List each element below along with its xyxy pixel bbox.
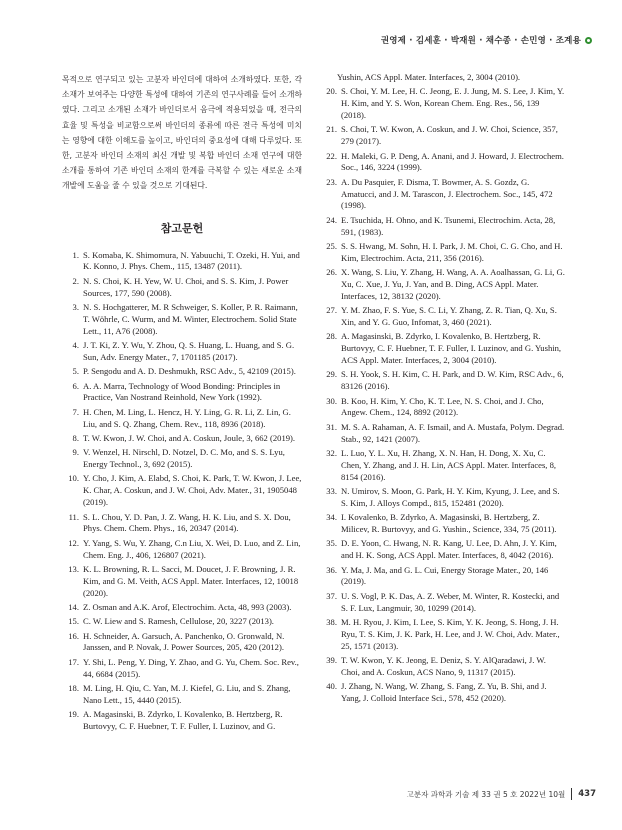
reference-number: 24. xyxy=(326,214,337,225)
reference-item xyxy=(62,616,302,628)
reference-text: K. L. Browning, R. L. Sacci, M. Doucet, J. F. Browning, J. R. Kim, and G. M. Veith, ACS Appl. Mater. Interfaces, 12, 10018 (2020). xyxy=(83,563,299,598)
reference-number: 1. xyxy=(72,249,79,260)
reference-number: 16. xyxy=(68,630,79,641)
reference-text: A. A. Marra, Technology of Wood Bonding: Principles in Practice, Van Nostrand Reinhold, New York (1992). xyxy=(83,380,281,403)
reference-item xyxy=(62,276,302,300)
reference-text: B. Koo, H. Kim, Y. Cho, K. T. Lee, N. S. Choi, and J. Cho, Angew. Chem., 124, 8892 (2012). xyxy=(341,395,544,418)
reference-text: P. Sengodu and A. D. Deshmukh, RSC Adv., 5, 42109 (2015). xyxy=(83,366,296,377)
reference-text: M. Ling, H. Qiu, C. Yan, M. J. Kiefel, G. Liu, and S. Zhang, Nano Lett., 15, 4440 (2015). xyxy=(83,682,291,705)
reference-number: 21. xyxy=(326,124,337,135)
reference-item xyxy=(62,381,302,405)
reference-number: 3. xyxy=(72,302,79,312)
reference-text: M. S. A. Rahaman, A. F. Ismail, and A. Mustafa, Polym. Degrad. Stab., 92, 1421 (2007). xyxy=(341,421,565,444)
reference-item xyxy=(62,538,302,562)
reference-number: 37. xyxy=(326,590,337,601)
footer-divider xyxy=(571,788,572,800)
reference-text: X. Wang, S. Liu, Y. Zhang, H. Wang, A. A. Aoalhassan, G. Li, G. Xu, C. Xue, J. Yu, J. Yan, and B. Ding, ACS Appl. Mater. Interfaces, 12, 38132 (2020). xyxy=(341,267,565,301)
reference-number: 7. xyxy=(72,406,79,417)
reference-number: 4. xyxy=(72,340,79,351)
reference-number: 10. xyxy=(68,473,79,484)
reference-item xyxy=(320,331,565,367)
reference-item xyxy=(320,151,565,175)
reference-number: 39. xyxy=(326,654,337,665)
reference-text: S. Choi, Y. M. Lee, H. C. Jeong, E. J. Jung, M. S. Lee, J. Kim, Y. H. Kim, and Y. S. Won, Korean Chem. Eng. Res., 56, 139 (2018). xyxy=(341,86,565,121)
reference-text: H. Maleki, G. P. Deng, A. Anani, and J. Howard, J. Electrochem. Soc., 146, 3224 (1999). xyxy=(341,150,564,173)
reference-text: S. Komaba, K. Shimomura, N. Yabuuchi, T. Ozeki, H. Yui, and K. Konno, J. Phys. Chem., 115, 13487 (2011). xyxy=(83,249,300,272)
reference-text: H. Schneider, A. Garsuch, A. Panchenko, O. Gronwald, N. Janssen, and P. Novak, J. Power Sources, 205, 420 (2012). xyxy=(83,630,285,653)
reference-number: 13. xyxy=(68,563,79,574)
reference-text: M. H. Ryou, J. Kim, I. Lee, S. Kim, Y. K. Jeong, S. Hong, J. H. Ryu, T. S. Kim, J. K. Park, H. Lee, and J. W. Choi, Adv. Mater., 25, 1571 (2013). xyxy=(341,616,560,651)
reference-continuation xyxy=(320,72,565,84)
reference-text: Z. Osman and A.K. Arof, Electrochim. Acta, 48, 993 (2003). xyxy=(83,601,292,612)
reference-text: Y. Yang, S. Wu, Y. Zhang, C.n Liu, X. Wei, D. Luo, and Z. Lin, Chem. Eng. J., 406, 126807 (2021). xyxy=(83,537,301,560)
reference-item xyxy=(62,631,302,655)
reference-number: 23. xyxy=(326,176,337,187)
reference-text: T. W. Kwon, J. W. Choi, and A. Coskun, Joule, 3, 662 (2019). xyxy=(83,432,296,443)
references-title: 참고문헌 xyxy=(160,221,204,235)
reference-item xyxy=(62,407,302,431)
reference-text: C. W. Liew and S. Ramesh, Cellulose, 20, 3227 (2013). xyxy=(83,616,274,627)
reference-text: V. Wenzel, H. Nirschl, D. Notzel, D. C. Mo, and S. S. Lyu, Energy Technol., 3, 692 (2015). xyxy=(83,447,285,470)
reference-item xyxy=(62,447,302,471)
reference-item xyxy=(320,617,565,653)
reference-text: S. H. Yook, S. H. Kim, C. H. Park, and D. W. Kim, RSC Adv., 6, 83126 (2016). xyxy=(341,369,564,392)
reference-number: 12. xyxy=(68,537,79,548)
reference-item xyxy=(62,602,302,614)
reference-item xyxy=(62,302,302,338)
reference-item xyxy=(320,512,565,536)
reference-text: N. S. Hochgatterer, M. R Schweiger, S. Koller, P. R. Raimann, T. Wöhrle, C. Wurm, and M. Winter, Electrochem. Solid State Lett., 11, A76 (2008). xyxy=(83,302,298,336)
reference-text: D. E. Yoon, C. Hwang, N. R. Kang, U. Lee, D. Ahn, J. Y. Kim, and H. K. Song, ACS Appl. Mater. Interfaces, 8, 4042 (2016). xyxy=(341,538,557,561)
references-list-right xyxy=(320,72,565,705)
reference-number: 36. xyxy=(326,564,337,575)
reference-text: A. Magasinski, B. Zdyrko, I. Kovalenko, B. Hertzberg, R. Burtovyy, C. F. Huebner, T. F. Fuller, I. Luzinov, and G. Yushin, ACS Appl. Mater. Interfaces, 2, 3004 (2010). xyxy=(341,331,562,366)
header-authors: 권영제 · 김세훈 · 박재원 · 채수종 · 손민영 · 조계용 xyxy=(380,36,581,46)
reference-number: 26. xyxy=(326,267,337,278)
reference-number: 8. xyxy=(72,432,79,443)
right-column xyxy=(320,72,565,707)
reference-text: H. Chen, M. Ling, L. Hencz, H. Y. Ling, G. R. Li, Z. Lin, G. Liu, and S. Q. Zhang, Chem. Rev., 118, 8936 (2018). xyxy=(83,406,291,429)
reference-item xyxy=(320,177,565,213)
reference-number: 14. xyxy=(68,601,79,612)
reference-text: S. S. Hwang, M. Sohn, H. I. Park, J. M. Choi, C. G. Cho, and H. Kim, Electrochim. Acta, 211, 356 (2016). xyxy=(341,240,563,263)
reference-text: Y. Ma, J. Ma, and G. L. Cui, Energy Storage Mater., 20, 146 (2019). xyxy=(341,564,549,587)
journal-info: 고분자 과학과 기술 제 33 권 5 호 2022년 10월 xyxy=(406,789,566,799)
reference-item xyxy=(320,369,565,393)
reference-text: Yushin, ACS Appl. Mater. Interfaces, 2, 3004 (2010). xyxy=(337,72,521,82)
reference-number: 2. xyxy=(72,275,79,286)
reference-number: 31. xyxy=(326,421,337,432)
reference-item xyxy=(320,396,565,420)
reference-number: 9. xyxy=(72,447,79,458)
reference-number: 15. xyxy=(68,616,79,627)
reference-number: 25. xyxy=(326,240,337,251)
reference-text: L. Luo, Y. L. Xu, H. Zhang, X. N. Han, H. Dong, X. Xu, C. Chen, Y. Zhang, and J. H. Lin, ACS Appl. Mater. Interfaces, 8, 8154 (2016). xyxy=(341,447,557,482)
reference-text: E. Tsuchida, H. Ohno, and K. Tsunemi, Electrochim. Acta, 28, 591, (1983). xyxy=(341,214,556,237)
reference-item xyxy=(320,655,565,679)
reference-number: 29. xyxy=(326,369,337,380)
reference-number: 11. xyxy=(68,511,79,522)
reference-item xyxy=(320,305,565,329)
reference-text: Y. Cho, J. Kim, A. Elabd, S. Choi, K. Park, T. W. Kwon, J. Lee, K. Char, A. Coskun, and J. W. Choi, Adv. Mater., 31, 1905048 (2019). xyxy=(83,473,302,508)
reference-item xyxy=(320,267,565,303)
reference-text: Y. M. Zhao, F. S. Yue, S. C. Li, Y. Zhang, Z. R. Tian, Q. Xu, S. Xin, and Y. G. Guo, Infomat, 3, 460 (2021). xyxy=(341,305,557,328)
reference-text: S. L. Chou, Y. D. Pan, J. Z. Wang, H. K. Liu, and S. X. Dou, Phys. Chem. Chem. Phys., 16, 20347 (2014). xyxy=(83,511,291,534)
reference-number: 18. xyxy=(68,682,79,693)
page-number: 437 xyxy=(578,789,596,799)
intro-paragraph: 목적으로 연구되고 있는 고분자 바인더에 대하여 소개하였다. 또한, 각 소재가 보여주는 다양한 특성에 대하여 기존의 연구사례를 들어 소개하였다. 그리고 소개된 소재가 바인더로서 음극에 적용되었을 때, 전극의 효율 및 특성을 비교함으로써 바인더의 종류에 따른 전극 특성에 미치는 영향에 대한 이해도를 높이고, 바인더의 중요성에 대해 다루었다. 또한, 고분자 바인더 소재의 최신 개발 및 복합 바인더 소재 연구에 대한 소개를 통하여 기존 바인더 소재의 한계를 극복할 수 있는 새로운 소재 개발에 도움을 줄 수 있을 것으로 기대된다. xyxy=(62,75,302,191)
reference-number: 27. xyxy=(326,305,337,316)
reference-text: J. T. Ki, Z. Y. Wu, Y. Zhou, Q. S. Huang, L. Huang, and S. G. Sun, Adv. Energy Mater., 7, 1701185 (2017). xyxy=(83,340,295,362)
reference-number: 33. xyxy=(326,486,337,496)
reference-text: S. Choi, T. W. Kwon, A. Coskun, and J. W. Choi, Science, 357, 279 (2017). xyxy=(341,124,558,147)
circle-icon xyxy=(585,37,592,44)
reference-item xyxy=(320,681,565,705)
reference-item xyxy=(62,366,302,378)
reference-item xyxy=(62,433,302,445)
reference-item xyxy=(62,340,302,364)
reference-number: 32. xyxy=(326,447,337,458)
reference-text: N. S. Choi, K. H. Yew, W. U. Choi, and S. S. Kim, J. Power Sources, 177, 590 (2008). xyxy=(83,275,289,298)
reference-item xyxy=(320,86,565,122)
reference-number: 17. xyxy=(68,656,79,667)
reference-text: I. Kovalenko, B. Zdyrko, A. Magasinski, B. Hertzberg, Z. Milicev, R. Burtovyy, and G. Yushin., Science, 334, 75 (2011). xyxy=(341,512,557,535)
reference-item xyxy=(62,709,302,733)
reference-item xyxy=(320,241,565,265)
reference-item xyxy=(320,215,565,239)
reference-item xyxy=(320,565,565,589)
reference-text: N. Umirov, S. Moon, G. Park, H. Y. Kim, Kyung, J. Lee, and S. S. Kim, J. Alloys Compd., 815, 152481 (2020). xyxy=(341,486,560,508)
reference-item xyxy=(62,250,302,274)
reference-item xyxy=(320,422,565,446)
reference-number: 22. xyxy=(326,150,337,161)
reference-text: U. S. Vogl, P. K. Das, A. Z. Weber, M. Winter, R. Kostecki, and S. F. Lux, Langmuir, 30, 10299 (2014). xyxy=(341,590,560,613)
reference-item xyxy=(320,591,565,615)
reference-text: J. Zhang, N. Wang, W. Zhang, S. Fang, Z. Yu, B. Shi, and J. Yang, J. Colloid Interface Sci., 578, 452 (2020). xyxy=(341,681,547,703)
reference-number: 34. xyxy=(326,512,337,523)
reference-item xyxy=(62,683,302,707)
reference-text: Y. Shi, L. Peng, Y. Ding, Y. Zhao, and G. Yu, Chem. Soc. Rev., 44, 6684 (2015). xyxy=(83,656,299,679)
references-list-left xyxy=(62,250,302,733)
reference-text: A. Magasinski, B. Zdyrko, I. Kovalenko, B. Hertzberg, R. Burtovyy, C. F. Huebner, T. F. Fuller, I. Luzinov, and G. xyxy=(83,709,283,731)
running-header xyxy=(381,34,592,46)
reference-item xyxy=(62,657,302,681)
reference-text: T. W. Kwon, Y. K. Jeong, E. Deniz, S. Y. AlQaradawi, J. W. Choi, and A. Coskun, ACS Nano, 9, 11317 (2015). xyxy=(341,654,546,677)
reference-item xyxy=(320,448,565,484)
page-footer xyxy=(407,788,596,800)
reference-number: 30. xyxy=(326,395,337,406)
reference-number: 5. xyxy=(72,366,79,377)
reference-item xyxy=(320,538,565,562)
reference-number: 6. xyxy=(72,380,79,391)
reference-item xyxy=(62,512,302,536)
reference-number: 19. xyxy=(68,709,79,720)
left-column xyxy=(62,72,302,735)
reference-item xyxy=(62,473,302,509)
reference-number: 40. xyxy=(326,681,337,692)
reference-text: A. Du Pasquier, F. Disma, T. Bowmer, A. S. Gozdz, G. Amatucci, and J. M. Tarascon, J. Electrochem. Soc., 145, 472 (1998). xyxy=(341,176,553,211)
reference-item xyxy=(62,564,302,600)
reference-item xyxy=(320,124,565,148)
reference-number: 38. xyxy=(326,616,337,627)
reference-number: 28. xyxy=(326,331,337,342)
reference-item xyxy=(320,486,565,510)
reference-number: 20. xyxy=(326,86,337,97)
reference-number: 35. xyxy=(326,538,337,549)
